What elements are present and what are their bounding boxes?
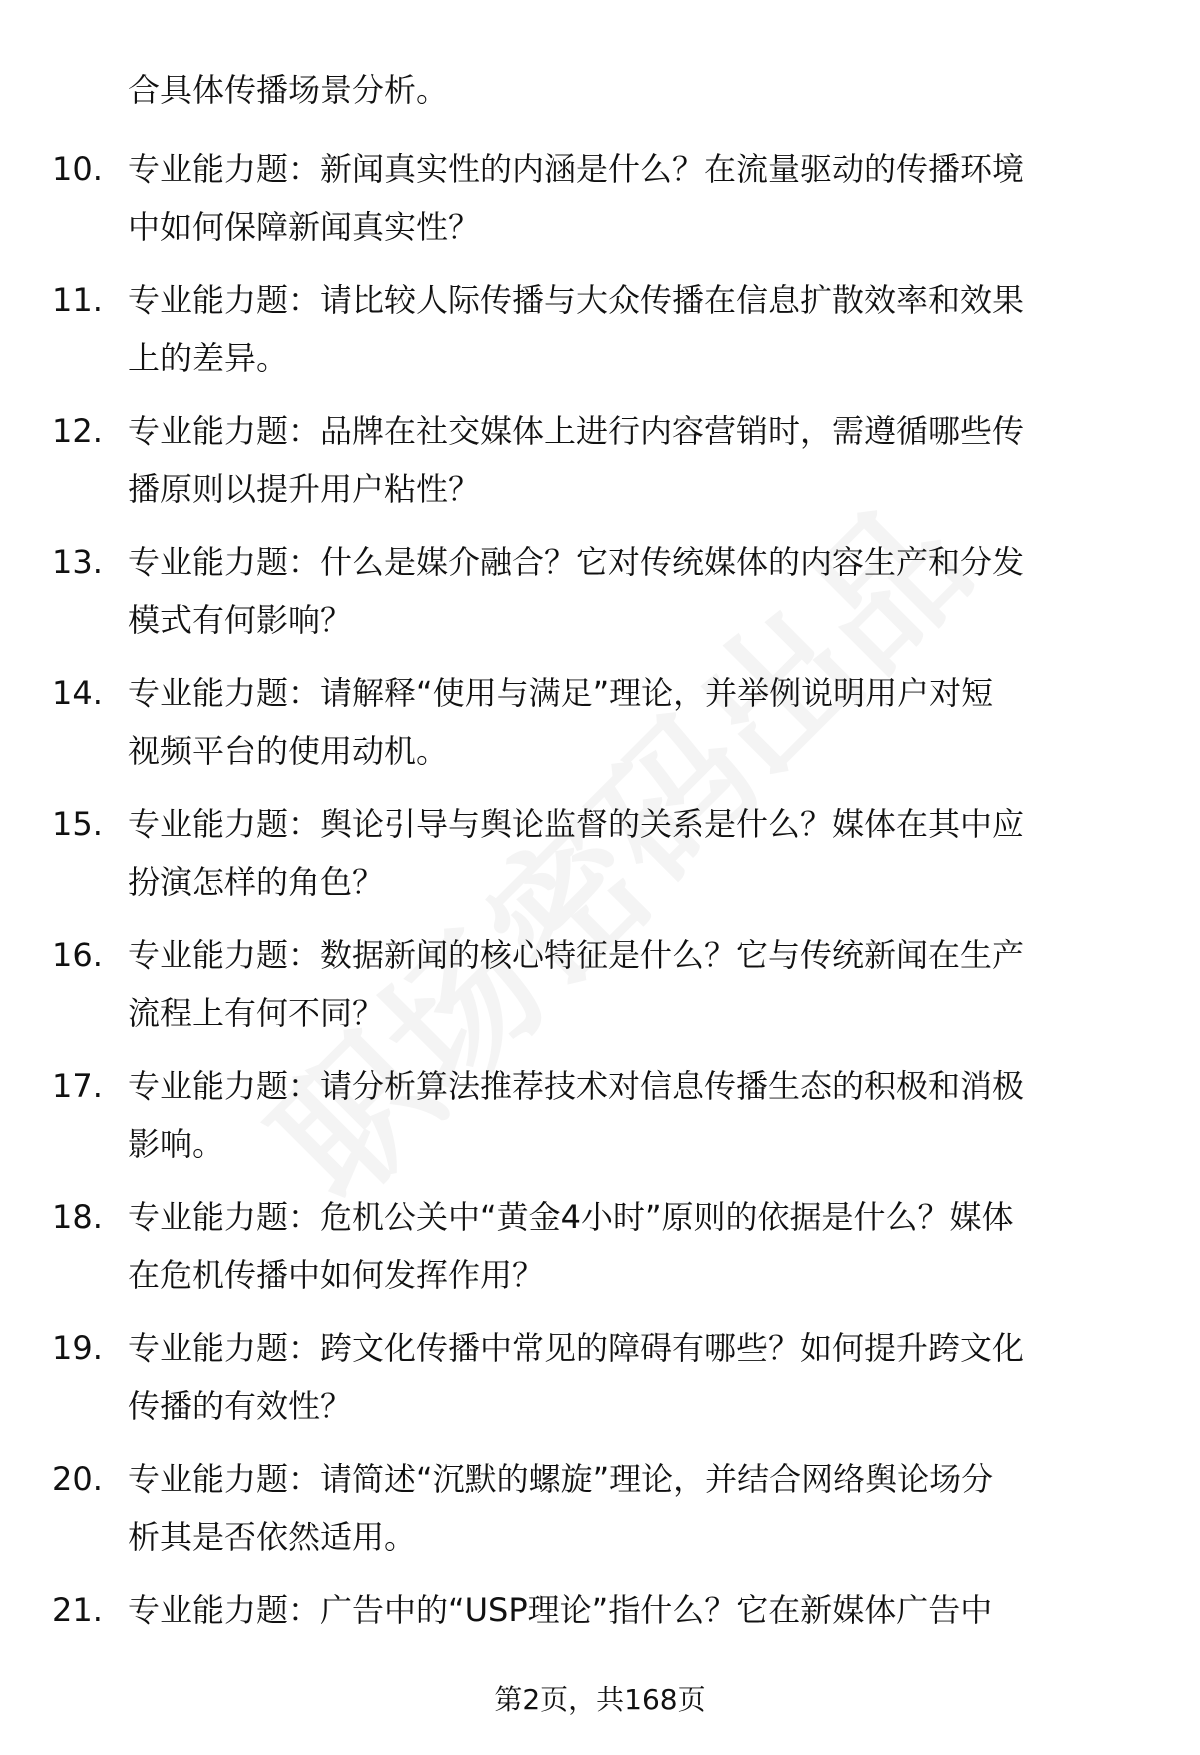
question-text	[128, 1450, 1178, 1566]
question-text	[128, 402, 1178, 518]
question-text	[128, 533, 1178, 649]
question-number: 11.	[52, 281, 103, 319]
question-line: 传播的有效性？	[128, 1387, 353, 1425]
question-text	[128, 1581, 1178, 1639]
question-item	[0, 795, 1200, 926]
question-line: 专业能力题：什么是媒介融合？它对传统媒体的内容生产和分发	[128, 543, 1025, 581]
question-text	[128, 271, 1178, 387]
question-item	[0, 533, 1200, 664]
question-line: 专业能力题：请比较人际传播与大众传播在信息扩散效率和效果	[128, 281, 1025, 319]
question-line: 在危机传播中如何发挥作用？	[128, 1256, 545, 1294]
question-text	[128, 1319, 1178, 1435]
question-line: 播原则以提升用户粘性？	[128, 470, 481, 508]
question-text	[128, 795, 1178, 911]
question-text	[128, 1188, 1178, 1304]
question-line: 扮演怎样的角色？	[128, 863, 385, 901]
question-line: 专业能力题：广告中的“USP理论”指什么？它在新媒体广告中	[128, 1591, 993, 1629]
question-line: 专业能力题：跨文化传播中常见的障碍有哪些？如何提升跨文化	[128, 1329, 1025, 1367]
question-number: 18.	[52, 1198, 103, 1236]
question-number: 21.	[52, 1591, 103, 1629]
question-text	[128, 664, 1178, 780]
question-number: 17.	[52, 1067, 103, 1105]
question-item	[0, 926, 1200, 1057]
question-line: 模式有何影响？	[128, 601, 353, 639]
question-number: 20.	[52, 1460, 103, 1498]
question-text	[128, 140, 1178, 256]
question-number: 12.	[52, 412, 103, 450]
question-line: 专业能力题：舆论引导与舆论监督的关系是什么？媒体在其中应	[128, 805, 1025, 843]
question-line: 专业能力题：请分析算法推荐技术对信息传播生态的积极和消极	[128, 1067, 1025, 1105]
question-item	[0, 664, 1200, 795]
page-footer: 第2页，共168页	[494, 1683, 706, 1716]
question-line: 上的差异。	[128, 339, 289, 377]
question-text	[128, 1057, 1178, 1173]
question-number: 16.	[52, 936, 103, 974]
question-item	[0, 271, 1200, 402]
question-line: 析其是否依然适用。	[128, 1518, 417, 1556]
question-line: 视频平台的使用动机。	[128, 732, 449, 770]
question-item	[0, 1188, 1200, 1319]
question-list	[0, 140, 1200, 1712]
question-line: 中如何保障新闻真实性？	[128, 208, 481, 246]
question-line: 专业能力题：请解释“使用与满足”理论，并举例说明用户对短	[128, 674, 994, 712]
question-item	[0, 402, 1200, 533]
question-item	[0, 140, 1200, 271]
question-item	[0, 1450, 1200, 1581]
question-line: 影响。	[128, 1125, 225, 1163]
question-number: 13.	[52, 543, 103, 581]
continuation-text: 合具体传播场景分析。	[128, 71, 449, 109]
question-number: 14.	[52, 674, 103, 712]
question-number: 19.	[52, 1329, 103, 1367]
question-number: 10.	[52, 150, 103, 188]
question-item	[0, 1319, 1200, 1450]
question-line: 专业能力题：危机公关中“黄金4小时”原则的依据是什么？媒体	[128, 1198, 1014, 1236]
question-line: 专业能力题：品牌在社交媒体上进行内容营销时，需遵循哪些传	[128, 412, 1025, 450]
question-line: 专业能力题：数据新闻的核心特征是什么？它与传统新闻在生产	[128, 936, 1025, 974]
question-line: 专业能力题：新闻真实性的内涵是什么？在流量驱动的传播环境	[128, 150, 1025, 188]
question-number: 15.	[52, 805, 103, 843]
question-item	[0, 1057, 1200, 1188]
question-line: 流程上有何不同？	[128, 994, 385, 1032]
question-line: 专业能力题：请简述“沉默的螺旋”理论，并结合网络舆论场分	[128, 1460, 994, 1498]
question-text	[128, 926, 1178, 1042]
